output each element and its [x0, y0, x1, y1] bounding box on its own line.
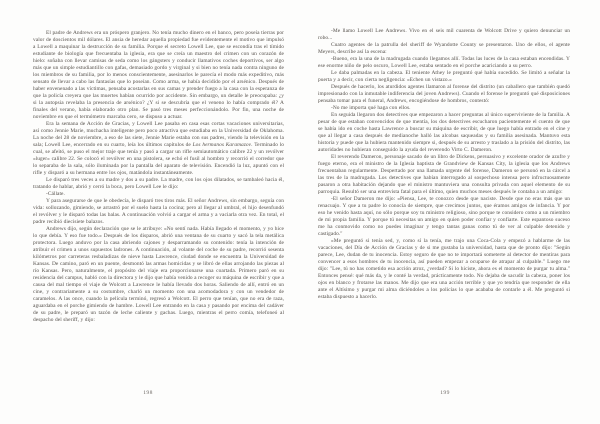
paragraph: Cuatro agentes de la patrulla del sheriff de Wyandotte County se presentaron. Uno de ellos, el agente Meyers, describe así la escena: — [318, 42, 570, 55]
paragraph: Después de hacerlo, los aturdidos agentes llamaron al forense del distrito (un caballero que también quedó impresionado con la inmutable indiferencia del joven Andrews). Cuando el forense le preguntó qué disposiciones pensaba tomar para el funeral, Andrews, encogiéndose de hombros, contestó: — [318, 84, 570, 104]
paragraph: Y para asegurarse de que le obedecía, le disparó tres tiros más. El señor Andrews, sin embargo, seguía con vida: sollozando, gimiendo, se arrastró por el suelo hasta la cocina; pero al llegar al umbral, el hijo desenfundó el revólver y le disparó todas las balas. A continuación volvió a cargar el arma y a vaciarla otra vez. En total, el padre recibió diecisiete balazos. — [33, 198, 284, 225]
paragraph: -El señor Dameron me dijo: «Piensa, Lee, te conozco desde que naciste. Desde que no eras más que un renacuajo. Y que a tu padre lo conocía de siempre, que crecimos juntos, que éramos amigos de infancia. Y por eso he venido hasta aquí, no sólo porque soy tu ministro religioso, sino porque te considero como a un miembro de mi propia familia. Y porque tú necesitas un amigo en quien poder confiar y confiarte. Este espantoso suceso me ha conmovido como no puedes imaginar y tengo tantas ganas como tú de ver al culpable detenido y castigado." — [318, 196, 570, 237]
book-page-right — [318, 28, 570, 301]
paragraph: -No me importa qué haga con ellos. — [331, 105, 411, 111]
paragraph: -Me llamo Lowell Lee Andrews. Vivo en el seis mil cuarenta de Wolcott Drive y quiero denunciar un robo... — [318, 28, 570, 41]
paragraph: Le daba palmadas en la cabeza. El teniente Athey le preguntó qué había sucedido. Se limitó a señalar la puerta y a decir, con cierta negligencia: «Echen un vistazo.» — [318, 70, 570, 83]
paragraph: Andrews dijo, según declaración que se le atribuye: «No sentí nada. Había llegado el momento, y yo hice lo que debía. Y eso fue todo.» Después de los disparos, abrió una ventana de su cuarto y sacó la tela metálica protectora. Luego anduvo por la casa abriendo cajones y desparramando su contenido: tenía la intención de atribuir el crimen a unos supuestos ladrones. A continuación, al volante del coche de su padre, recorrió sesenta kilómetros por carreteras resbaladizas de nieve hasta Lawrence, ciudad donde se encuentra la Universidad de Kansas. De camino, paró en un puente, desmontó las armas homicidas y se libró de ellas arrojando las piezas al río Kansas. Pero, naturalmente, el propósito del viaje era proporcionarse una coartada. Primero paró en su residencia del campus, habló con la directora y le dijo que había venido a recoger su máquina de escribir y que a causa del mal tiempo el viaje de Wolcott a Lawrence le había llevado dos horas. Saliendo de allí, entró en un cine, y contrariamente a su costumbre, charló un momento con una acomodadora y con un vendedor de caramelos. A las once, cuando la película terminó, regresó a Wolcott. El perro que tenían, que no era de raza, aguardaba en el porche gimiendo de hambre. Lowell Lee entrando en la casa y pasando por encima del cadáver de su padre, le preparó un tazón de leche caliente y gachas. Luego, mientras el perro comía, telefoneó al despacho del sheriff, y dijo: — [33, 226, 284, 323]
page-number-left: 198 — [143, 390, 153, 396]
paragraph: En seguida llegaron dos detectives que empezaron a hacer preguntas al único superviviente de la familia. A pesar de que estaban convencidos de que mentía, los dos detectives escucharon pacientemente el cuento de que se había ido en coche hasta Lawrence a buscar su máquina de escribir, de que luego había entrado en el cine y que al llegar a casa después de medianoche halló las alcobas saqueadas y su familia asesinada. Mantuvo esta historia y puede que la hubiera mantenido siempre si, después de su arresto y traslado a la prisión del distrito, las autoridades no hubieran conseguido la ayuda del reverendo Virto C. Dameron. — [318, 112, 570, 153]
paragraph: Era la semana de Acción de Gracias, y Lowell Lee pasaba en casa esas cortas vacaciones universitarias, así como Jennie Marie, muchacha inteligente pero poco atractiva que estudiaba en la Universidad de Oklahoma. La noche del 28 de noviembre, a eso de las siete, Jennie Marie estaba con sus padres, viendo la televisión en la sala; Lowell Lee, encerrado en su cuarto, leía los últimos capítulos de Los hermanos Karamazov. Terminado lo cual, se afeitó, se puso el mejor traje que tenía y pasó a cargar un rifle semiautomático calibre 22 y un revólver «luger» calibre 22. Se colocó el revólver en una pistolera, se echó el fusil al hombro y recorrió el corredor que lo separaba de la sala, sólo iluminada por la pantalla del aparato de televisión. Encendió la luz, apuntó con el rifle y disparó a su hermana entre los ojos, matándola instantáneamente. — [33, 121, 285, 176]
paragraph: -Cállate. — [46, 191, 65, 197]
paragraph: »Me preguntó si tenía sed, y, como sí la tenía, me trajo una Coca-Cola y empezó a hablarme de las vacaciones, del Día de Acción de Gracias y de si me gustaba la universidad, hasta que de pronto dijo: "Según parece, Lee, dudan de tu inocencia. Estoy seguro de que no te importará someterte al detector de mentiras para convencer a esos hombres de tu inocencia, así pueden empezar a ocuparse de atrapar al culpable." Luego me dijo: "Lee, tú no has cometido esa acción atroz, ¿verdad? Si lo hiciste, ahora es el momento de purgar tu alma." Entonces pensé: qué más da, y le conté la verdad, prácticamente todo. No dejaba de sacudir la cabeza, poner los ojos en blanco y frotarse las manos. Me dijo que era una acción terrible y que yo tendría que responder de ella ante el Altísimo y purgar mi alma diciéndoles a los policías lo que acababa de contarle a él. Me preguntó si estaba dispuesto a hacerlo. — [318, 238, 570, 300]
page-right-text — [318, 28, 570, 301]
paragraph: El padre de Andrews era un próspero granjero. No tenía mucho dinero en el banco, pero poseía tierras por valor de doscientos mil dólares. El ansia de heredar aquella propiedad fue evidentemente el motivo que impulsó a Lowell a maquinar la destrucción de su familia. Porque el secreto Lowell Lee, que se escondía tras el tímido estudiante de biología que frecuentaba la iglesia, era que se creía un maestro del crimen con un corazón de hielo: soñaba con llevar camisas de seda como los gángsters y conducir llamativos coches deportivos, ser algo más que un simple estudiantillo con gafas, demasiado gordo y virginal y si bien no tenía nada contra ninguno de los miembros de su familia, por lo menos conscientemente, asesinarlos le parecía el modo más expeditivo, más sensato de llevar a cabo las fantasías que lo poseían. Como arma, se había decidido por el arsénico. Después de haber envenenado a las víctimas, pensaba acostarlas en sus camas y prender fuego a la casa con la esperanza de que la policía creyera que las muertes habían ocurrido por accidente. Sin embargo, un detalle le preocupaba: ¿y si la autopsia revelaba la presencia de arsénico? ¿Y si se descubría que el veneno lo había comprado él? A finales del verano, había elaborado otro plan. Se pasó tres meses perfeccionándolo. Por fin, una noche de noviembre en que el termómetro marcaba cero, se dispuso a actuar. — [33, 30, 284, 120]
paragraph: -Bueno, era la una de la madrugada cuando llegamos allí. Todas las luces de la casa estaban encendidas. Y ese enorme niño de pelo oscuro, Lowell Lee, estaba sentado en el porche acariciando a su perro. — [318, 56, 570, 69]
page-number-right: 199 — [440, 390, 450, 396]
book-page-left — [33, 30, 284, 324]
paragraph: Le disparó tres veces a su madre y dos a su padre. La madre, con los ojos dilatados, se tambaleó hacia él, tratando de hablar, abrió y cerró la boca, pero Lowell Lee le dijo: — [33, 177, 284, 190]
page-left-text — [33, 30, 284, 324]
paragraph: El reverendo Dameron, personaje sacado de un libro de Dickens, persuasivo y excelente orador de azufre y fuego eterno, era el ministro de la Iglesia baptista de Grandview de Kansas City, la iglesia que los Andrews frecuentaban regularmente. Despertado por una llamada urgente del forense, Dameron se personó en la cárcel a las tres de la madrugada. Los detectives que habían interrogado al sospechoso intensa pero infructuosamente pasaron a otra habitación dejando que el ministro mantuviera una consulta privada con aquel elemento de su parroquia. Resultó ser una entrevista fatal para el último, quien muchos meses después le contaba a un amigo: — [318, 154, 570, 195]
